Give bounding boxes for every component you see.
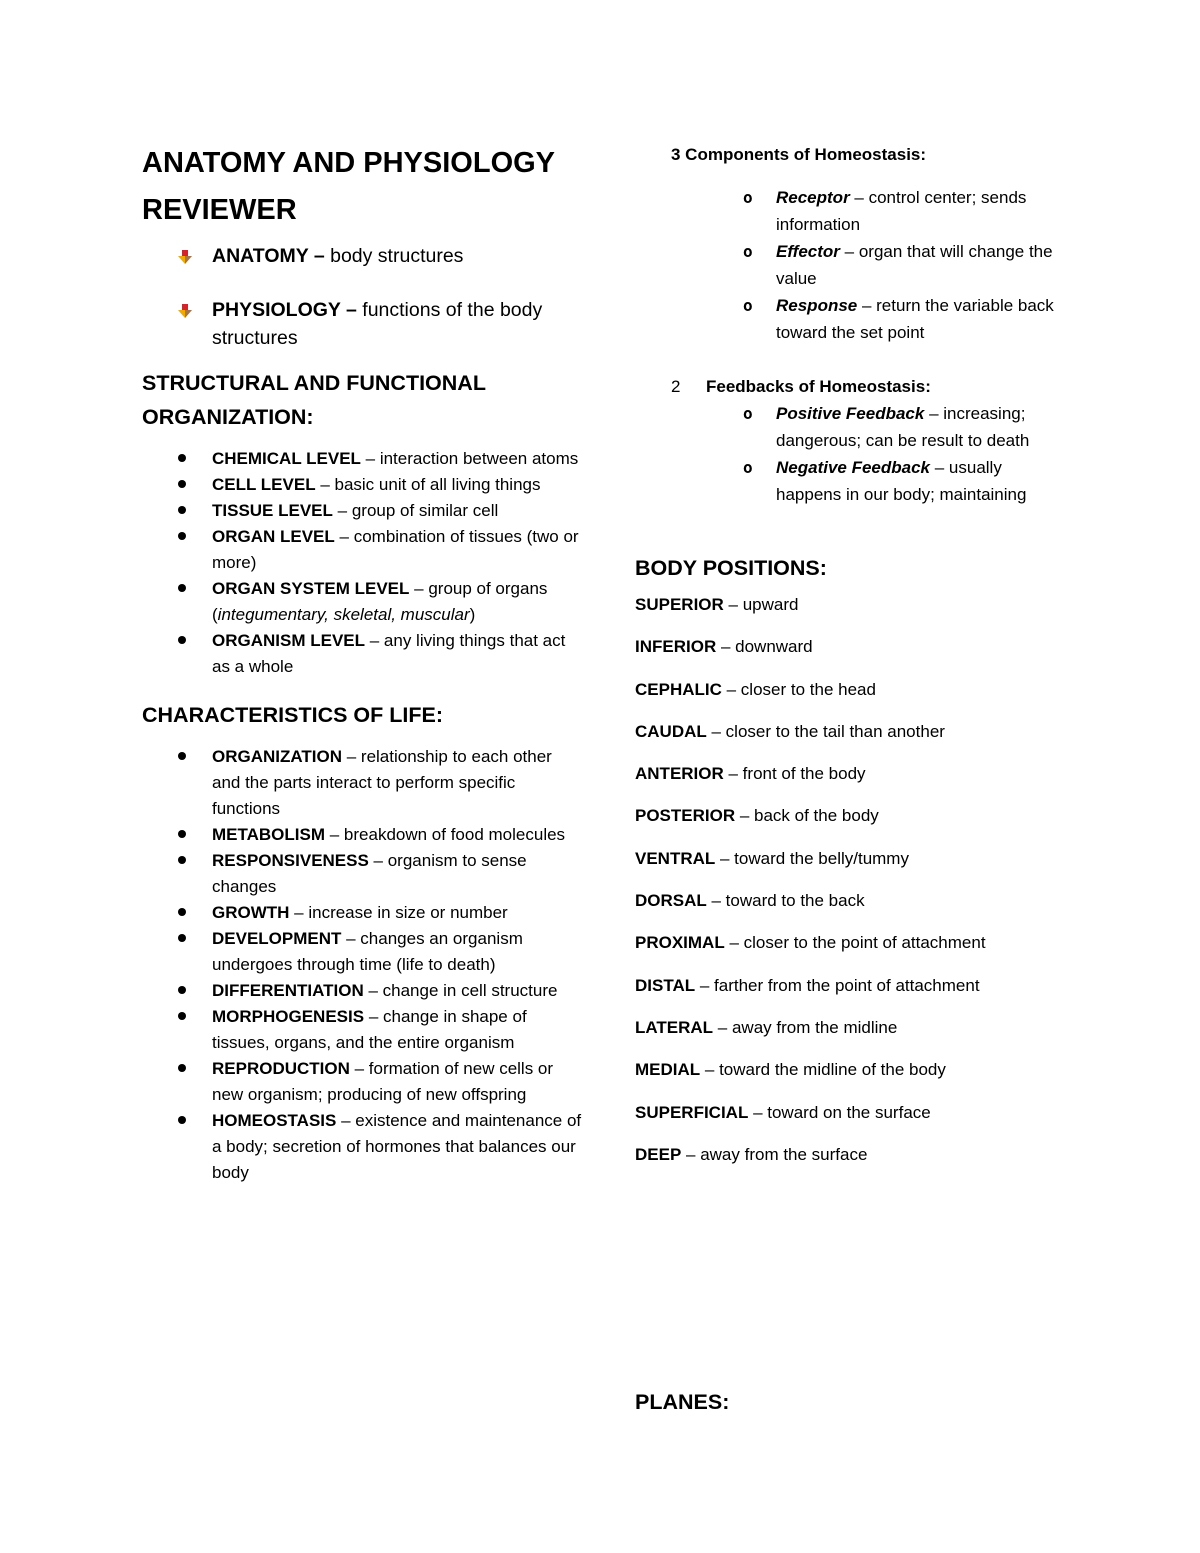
- item-term: Receptor: [776, 188, 850, 207]
- item-term: VENTRAL: [635, 848, 716, 868]
- bullet-dot-icon: [178, 752, 186, 760]
- item-text: – existence and maintenance of a body; secretion of hormones that balances our body: [212, 1111, 582, 1182]
- item-term: CEPHALIC: [635, 679, 722, 699]
- item-text: – interaction between atoms: [360, 449, 579, 468]
- item-italic-text: integumentary, skeletal, muscular: [217, 605, 470, 624]
- arrow-bullet-icon: [178, 250, 192, 264]
- intro-item-physiology: [142, 296, 582, 352]
- planes-heading: PLANES:: [635, 1389, 730, 1414]
- list-item: [142, 822, 582, 848]
- list-item: [635, 973, 1075, 999]
- item-term: DIFFERENTIATION: [212, 981, 364, 1000]
- list-item: [142, 1056, 582, 1108]
- bullet-dot-icon: [178, 856, 186, 864]
- item-text: – downward: [716, 637, 813, 657]
- item-term: ORGANISM LEVEL: [212, 631, 366, 650]
- list-item: [635, 184, 1056, 238]
- item-term: HOMEOSTASIS: [212, 1111, 337, 1130]
- item-term: MORPHOGENESIS: [212, 1007, 365, 1026]
- list-item: [635, 1142, 1075, 1168]
- item-text: – changes an organism undergoes through time (life to death): [212, 929, 523, 974]
- list-item: [142, 472, 582, 498]
- item-term: Effector: [776, 242, 840, 261]
- list-item: [635, 1100, 1075, 1126]
- item-term: CHEMICAL LEVEL: [212, 449, 361, 468]
- bullet-dot-icon: [178, 830, 186, 838]
- body-positions-heading: BODY POSITIONS:: [635, 556, 827, 580]
- list-item: [142, 576, 582, 628]
- item-text: – toward the belly/tummy: [715, 848, 909, 868]
- item-term: Positive Feedback: [776, 404, 925, 423]
- circle-bullet-icon: o: [743, 188, 753, 207]
- item-text: – any living things that act as a whole: [212, 631, 566, 676]
- item-term: POSTERIOR: [635, 806, 736, 826]
- list-item: [635, 677, 1075, 703]
- item-term: SUPERFICIAL: [635, 1102, 749, 1122]
- item-text: – away from the midline: [713, 1017, 898, 1037]
- item-term: Negative Feedback: [776, 458, 931, 477]
- item-text: – toward the midline of the body: [700, 1060, 946, 1080]
- list-item: [142, 446, 582, 472]
- intro-term: PHYSIOLOGY –: [212, 299, 363, 321]
- item-text: – closer to the point of attachment: [724, 933, 986, 953]
- intro-text: body structures: [330, 245, 464, 267]
- item-term: DEEP: [635, 1144, 682, 1164]
- item-term: ORGAN LEVEL: [212, 527, 335, 546]
- item-text: – back of the body: [735, 806, 879, 826]
- circle-bullet-icon: o: [743, 242, 753, 261]
- item-text: – front of the body: [723, 764, 866, 784]
- list-item: [635, 888, 1075, 914]
- bullet-dot-icon: [178, 908, 186, 916]
- characteristics-list: [142, 744, 582, 1186]
- structural-heading: STRUCTURAL AND FUNCTIONAL ORGANIZATION:: [142, 371, 486, 429]
- intro-item-anatomy: [142, 242, 582, 270]
- item-term: CELL LEVEL: [212, 475, 316, 494]
- item-term: REPRODUCTION: [212, 1059, 350, 1078]
- components-list: [635, 184, 1075, 346]
- bullet-dot-icon: [178, 636, 186, 644]
- list-item: [635, 592, 1075, 618]
- item-text: – control center; sends information: [776, 188, 1027, 234]
- item-term: ORGAN SYSTEM LEVEL: [212, 579, 410, 598]
- document-title: ANATOMY AND PHYSIOLOGY REVIEWER: [142, 147, 555, 226]
- left-column: [142, 140, 582, 1204]
- list-item: [142, 848, 582, 900]
- body-positions-list: [635, 592, 1075, 1168]
- item-text: – closer to the head: [721, 679, 876, 699]
- list-item: [142, 1108, 582, 1186]
- item-term: ORGANIZATION: [212, 747, 343, 766]
- list-item: [142, 744, 582, 822]
- list-item: [142, 926, 582, 978]
- right-column: [635, 142, 1075, 1184]
- item-term: GROWTH: [212, 903, 290, 922]
- list-item: [142, 498, 582, 524]
- intro-term: ANATOMY –: [212, 245, 331, 267]
- intro-list: [142, 242, 582, 352]
- item-text: – organism to sense changes: [212, 851, 527, 896]
- bullet-dot-icon: [178, 454, 186, 462]
- bullet-dot-icon: [178, 506, 186, 514]
- list-item: [635, 634, 1075, 660]
- item-text: – closer to the tail than another: [706, 721, 945, 741]
- bullet-dot-icon: [178, 532, 186, 540]
- item-text: – change in cell structure: [363, 981, 558, 1000]
- item-text: – farther from the point of attachment: [695, 975, 980, 995]
- feedbacks-heading-text: Feedbacks of Homeostasis:: [706, 377, 931, 396]
- item-term: MEDIAL: [635, 1060, 701, 1080]
- arrow-bullet-icon: [178, 304, 192, 318]
- list-item: [635, 761, 1075, 787]
- item-text: – breakdown of food molecules: [325, 825, 566, 844]
- item-text: – usually happens in our body; maintaining: [776, 458, 1027, 504]
- item-text: – increasing; dangerous; can be result to death: [776, 404, 1030, 450]
- feedbacks-list: [635, 400, 1075, 508]
- list-item: [635, 292, 1056, 346]
- item-text: – toward to the back: [706, 891, 865, 911]
- item-term: ANTERIOR: [635, 764, 724, 784]
- feedbacks-heading: [635, 374, 1075, 400]
- list-item: [635, 1057, 1075, 1083]
- item-text: – formation of new cells or new organism; producing of new offspring: [212, 1059, 554, 1104]
- item-text: – combination of tissues (two or more): [212, 527, 579, 572]
- list-item: [142, 1004, 582, 1056]
- bullet-dot-icon: [178, 1012, 186, 1020]
- item-term: INFERIOR: [635, 637, 717, 657]
- characteristics-heading: CHARACTERISTICS OF LIFE:: [142, 703, 443, 727]
- circle-bullet-icon: o: [743, 404, 753, 423]
- list-item: [142, 900, 582, 926]
- item-text-after: ): [469, 605, 476, 624]
- item-text: – change in shape of tissues, organs, and the entire organism: [212, 1007, 527, 1052]
- item-text: – relationship to each other and the parts interact to perform specific functions: [212, 747, 552, 818]
- bullet-dot-icon: [178, 934, 186, 942]
- item-term: RESPONSIVENESS: [212, 851, 369, 870]
- bullet-dot-icon: [178, 480, 186, 488]
- item-term: DISTAL: [635, 975, 696, 995]
- bullet-dot-icon: [178, 1064, 186, 1072]
- list-item: [635, 803, 1075, 829]
- item-text: – organ that will change the value: [776, 242, 1053, 288]
- item-term: METABOLISM: [212, 825, 326, 844]
- item-term: CAUDAL: [635, 721, 707, 741]
- list-item: [142, 524, 582, 576]
- list-item: [635, 400, 1056, 454]
- item-term: DEVELOPMENT: [212, 929, 342, 948]
- item-term: SUPERIOR: [635, 595, 724, 614]
- bullet-dot-icon: [178, 584, 186, 592]
- item-text: – increase in size or number: [289, 903, 508, 922]
- bullet-dot-icon: [178, 986, 186, 994]
- circle-bullet-icon: o: [743, 296, 753, 315]
- list-item: [635, 719, 1075, 745]
- item-text: – group of similar cell: [332, 501, 499, 520]
- components-heading: 3 Components of Homeostasis:: [671, 145, 927, 164]
- list-item: [635, 930, 1075, 956]
- intro-text: functions of the body structures: [212, 299, 543, 349]
- feedbacks-number: 2: [671, 377, 681, 396]
- item-term: DORSAL: [635, 891, 707, 911]
- item-term: TISSUE LEVEL: [212, 501, 333, 520]
- list-item: [142, 628, 582, 680]
- item-text: – basic unit of all living things: [315, 475, 541, 494]
- item-term: Response: [776, 296, 858, 315]
- item-text: – away from the surface: [681, 1144, 868, 1164]
- list-item: [635, 454, 1056, 508]
- item-text: – group of organs (: [212, 579, 548, 624]
- circle-bullet-icon: o: [743, 458, 753, 477]
- item-text: – return the variable back toward the set point: [776, 296, 1054, 342]
- item-term: LATERAL: [635, 1017, 714, 1037]
- list-item: [635, 238, 1056, 292]
- list-item: [142, 978, 582, 1004]
- list-item: [635, 1015, 1075, 1041]
- item-term: PROXIMAL: [635, 933, 725, 953]
- list-item: [635, 846, 1075, 872]
- bullet-dot-icon: [178, 1116, 186, 1124]
- structural-list: [142, 446, 582, 680]
- item-text: – toward on the surface: [748, 1102, 931, 1122]
- item-text: – upward: [723, 595, 799, 614]
